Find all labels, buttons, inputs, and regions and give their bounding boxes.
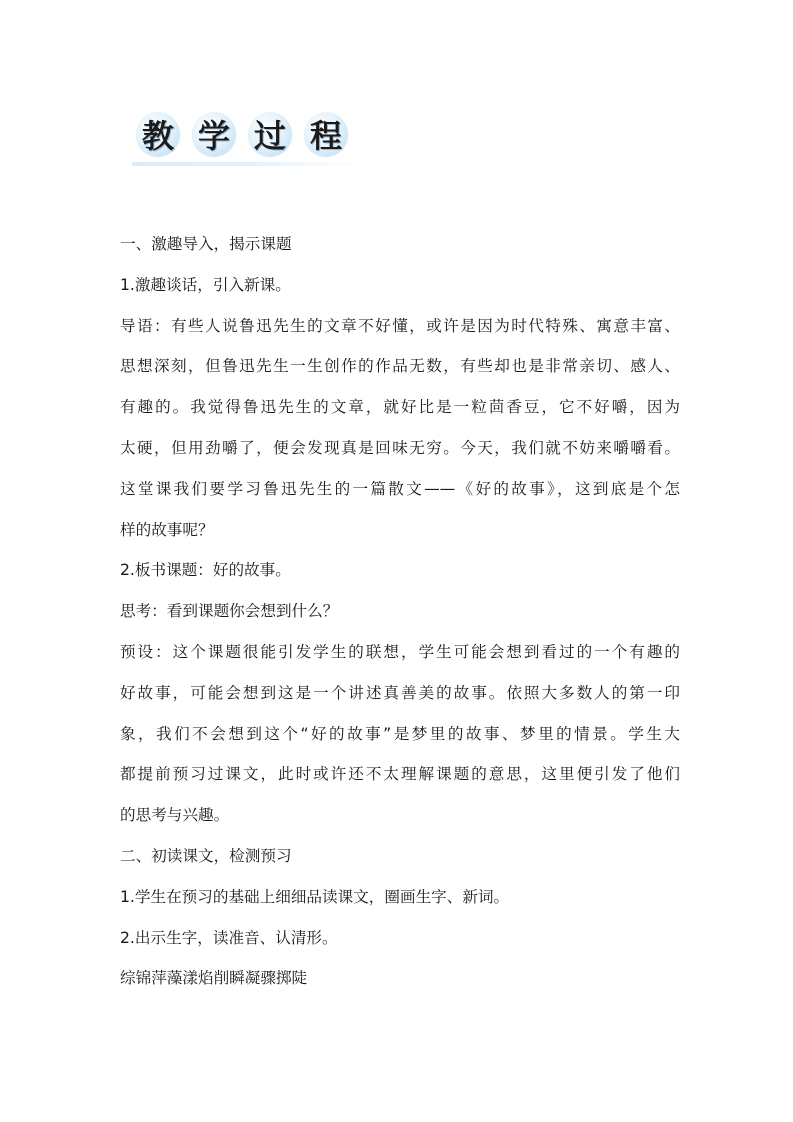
- title-char-3: 过: [248, 112, 292, 156]
- text-line: 的思考与兴趣。: [120, 806, 230, 825]
- text-line: 1.学生在预习的基础上细细品读课文，圈画生字、新词。: [120, 887, 510, 906]
- title-char-2: 学: [192, 112, 236, 156]
- title-underline: [132, 162, 360, 166]
- text-line: 1.激趣谈话，引入新课。: [120, 275, 291, 294]
- text-line: 预设：这个课题很能引发学生的联想，学生可能会想到看过的一个有趣的: [120, 642, 680, 661]
- text-line: 一、激趣导入，揭示课题: [120, 235, 292, 253]
- text-line: 综锦萍藻漾焰削瞬凝骤掷陡: [120, 969, 308, 988]
- text-line: 都提前预习过课文，此时或许还不太理解课题的意思，这里便引发了他们: [120, 765, 680, 784]
- text-line: 思想深刻，但鲁迅先生一生创作的作品无数，有些却也是非常亲切、感人、: [120, 357, 680, 376]
- text-line: 思考：看到课题你会想到什么？: [120, 602, 339, 621]
- text-line: 象，我们不会想到这个“好的故事”是梦里的故事、梦里的情景。学生大: [120, 724, 680, 743]
- text-line: 有趣的。我觉得鲁迅先生的文章，就好比是一粒茴香豆，它不好嚼，因为: [120, 398, 680, 417]
- title-char-4: 程: [304, 112, 348, 156]
- document-body: [120, 224, 680, 999]
- text-line: 二、初读课文，检测预习: [120, 846, 292, 865]
- text-line: 太硬，但用劲嚼了，便会发现真是回味无穷。今天，我们就不妨来嚼嚼看。: [120, 438, 680, 457]
- text-line: 好故事，可能会想到这是一个讲述真善美的故事。依照大多数人的第一印: [120, 683, 680, 702]
- text-line: 样的故事呢？: [120, 520, 214, 539]
- text-line: 这堂课我们要学习鲁迅先生的一篇散文——《好的故事》，这到底是个怎: [120, 479, 680, 498]
- text-line: 导语：有些人说鲁迅先生的文章不好懂，或许是因为时代特殊、寓意丰富、: [120, 316, 680, 335]
- text-line: 2.板书课题：好的故事。: [120, 561, 291, 580]
- text-line: 2.出示生字，读准音、认清形。: [120, 928, 338, 947]
- section-title-banner: [126, 108, 366, 168]
- title-char-1: 教: [136, 112, 180, 156]
